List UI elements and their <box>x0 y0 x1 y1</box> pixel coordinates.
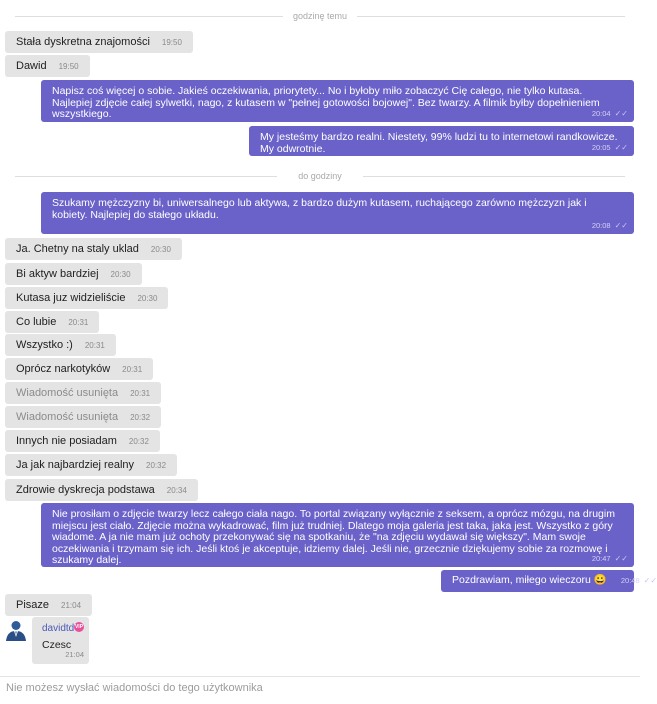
message-time: 21:04 <box>65 650 84 659</box>
double-check-icon: ✓✓ <box>614 553 628 563</box>
date-separator: do godziny <box>0 169 640 183</box>
author-username[interactable]: davidtd <box>42 623 75 634</box>
message-incoming: Dawid 19:50 <box>5 55 90 77</box>
message-text: Czesc <box>42 639 72 651</box>
message-incoming: Ja jak najbardziej realny 20:32 <box>5 454 177 476</box>
message-outgoing: Nie prosiłam o zdjęcie twarzy lecz całego ciała nago. To portal związany wyłącznie z seksem, a oprócz mózgu, na drugim miejscu jest ciało. Zdjęcie można wykadrować, film już trudniej. Dlatego moja galeria jest taka, jaka jest. Wszystko z góry wiadome. A ja nie mam już ochoty przekonywać się na spotkaniu, że "na zdjęciu wydawał się większy". Mam swoje oczekiwania i trzymam się ich. Jeśli ktoś je akceptuje, idziemy dalej. Jeśli nie, grzecznie dziękujemy sobie za rozmowę i szukamy dalej. 20:47 ✓✓ <box>41 503 634 567</box>
message-incoming: Ja. Chetny na staly uklad 20:30 <box>5 238 182 260</box>
user-avatar-icon[interactable] <box>5 619 27 641</box>
double-check-icon: ✓✓ <box>614 108 628 118</box>
message-outgoing: Napisz coś więcej o sobie. Jakieś oczekiwania, priorytety... No i byłoby miło zobaczyć Cię całego, nie tylko kutasa. Najlepiej zdjęcie całej sylwetki, nago, z kutasem w "pełnej gotowości bojowej". Bez twarzy. A filmik byłby dopełnieniem wszystkiego. 20:04 ✓✓ <box>41 80 634 122</box>
message-incoming: Kutasa juz widzieliście 20:30 <box>5 287 168 309</box>
message-incoming-with-author <box>32 617 89 664</box>
message-outgoing: Pozdrawiam, miłego wieczoru 😀 20:48 ✓✓ <box>441 570 634 592</box>
message-deleted: Wiadomość usunięta 20:31 <box>5 382 161 404</box>
message-outgoing: My jesteśmy bardzo realni. Niestety, 99% ludzi tu to internetowi randkowicze. My odwrotnie. 20:05 ✓✓ <box>249 126 634 156</box>
message-incoming: Stała dyskretna znajomości 19:50 <box>5 31 193 53</box>
compose-area-disabled <box>0 676 640 704</box>
message-incoming: Zdrowie dyskrecja podstawa 20:34 <box>5 479 198 501</box>
double-check-icon: ✓✓ <box>614 220 628 230</box>
message-incoming: Innych nie posiadam 20:32 <box>5 430 160 452</box>
message-incoming: Co lubie 20:31 <box>5 311 99 333</box>
message-incoming: Bi aktyw bardziej 20:30 <box>5 263 142 285</box>
vip-badge: VIP <box>74 624 84 630</box>
double-check-icon: ✓✓ <box>614 142 628 152</box>
cannot-send-notice: Nie możesz wysłać wiadomości do tego użytkownika <box>6 682 263 694</box>
date-separator: godzinę temu <box>0 9 640 23</box>
message-incoming: Pisaze 21:04 <box>5 594 92 616</box>
message-incoming: Oprócz narkotyków 20:31 <box>5 358 153 380</box>
message-deleted: Wiadomość usunięta 20:32 <box>5 406 161 428</box>
message-incoming: Wszystko :) 20:31 <box>5 334 116 356</box>
message-outgoing: Szukamy mężczyzny bi, uniwersalnego lub aktywa, z bardzo dużym kutasem, ruchającego zarówno mężczyzn jak i kobiety. Najlepiej do stałego układu. 20:08 ✓✓ <box>41 192 634 234</box>
double-check-icon: ✓✓ <box>643 576 657 586</box>
